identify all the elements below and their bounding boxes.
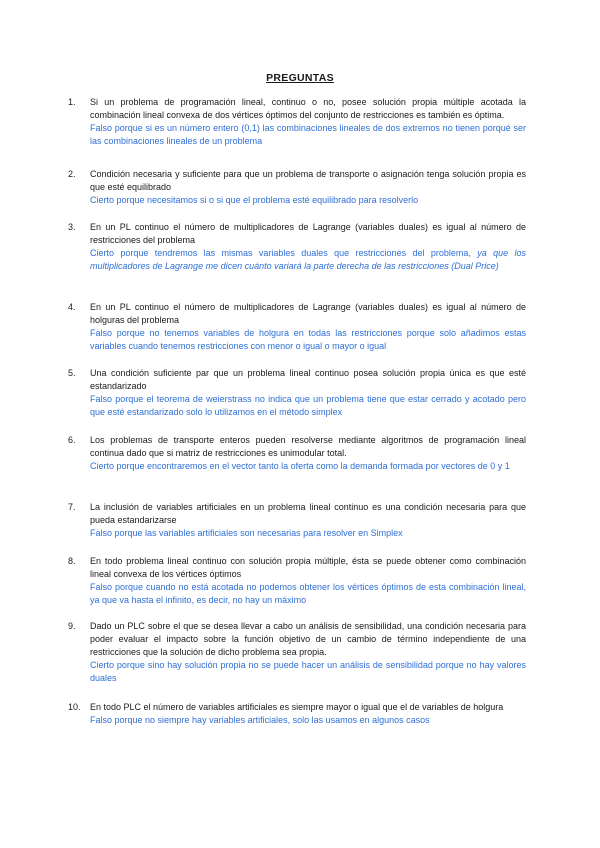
answer-text: Cierto porque encontraremos en el vector tanto la oferta como la demanda formada por vectores de 0 y 1 xyxy=(90,461,510,471)
answer-text: Cierto porque sino hay solución propia no se puede hacer un análisis de sensibilidad porque no hay valores duales xyxy=(90,660,526,683)
answer-text: Falso porque si es un número entero (0,1) las combinaciones lineales de dos extremos no tienen porqué ser las combinaciones lineales de un problema xyxy=(90,123,526,146)
question-number: 1. xyxy=(68,97,76,107)
question-number: 3. xyxy=(68,222,76,232)
question-item xyxy=(68,555,526,607)
question-number: 6. xyxy=(68,435,76,445)
question-text: Condición necesaria y suficiente para que un problema de transporte o asignación tenga solución propia es que esté equilibrado xyxy=(90,169,526,192)
question-number: 2. xyxy=(68,169,76,179)
question-item xyxy=(68,168,526,207)
answer-text-italic: ya que los multiplicadores de Lagrange me dicen cuánto variará la parte derecha de las restricciones (Dual Price) xyxy=(90,248,526,271)
answer-text: Falso porque las variables artificiales son necesarias para resolver en Simplex xyxy=(90,528,403,538)
question-number: 4. xyxy=(68,302,76,312)
question-text: Dado un PLC sobre el que se desea llevar a cabo un análisis de sensibilidad, una condición necesaria para poder evaluar el impacto sobre la función objetivo de un cambio de término independiente de una restricciones que la solución de dicho problema sea propia. xyxy=(90,621,526,657)
question-text: Los problemas de transporte enteros pueden resolverse mediante algoritmos de programación lineal continua dado que si matriz de restricciones es unimodular total. xyxy=(90,435,526,458)
question-item xyxy=(68,301,526,353)
answer-text-plain: Cierto porque tendremos las mismas variables duales que restricciones del problema, xyxy=(90,248,471,258)
answer-text xyxy=(90,247,526,273)
question-item xyxy=(68,96,526,148)
question-text: En un PL continuo el número de multiplicadores de Lagrange (variables duales) es igual al número de restricciones del problema xyxy=(90,222,526,245)
question-item xyxy=(68,367,526,419)
question-item xyxy=(68,434,526,473)
answer-text: Falso porque el teorema de weierstrass no indica que un problema tiene que estar cerrado y acotado pero que esté estandarizado solo lo utilizamos en el método simplex xyxy=(90,394,526,417)
question-number: 5. xyxy=(68,368,76,378)
question-text: La inclusión de variables artificiales en un problema lineal continuo es una condición necesaria para que pueda estandarizarse xyxy=(90,502,526,525)
question-text: En un PL continuo el número de multiplicadores de Lagrange (variables duales) es igual al número de holguras del problema xyxy=(90,302,526,325)
question-text: En todo PLC el número de variables artificiales es siempre mayor o igual que el de variables de holgura xyxy=(90,702,504,712)
question-text: Si un problema de programación lineal, continuo o no, posee solución propia múltiple acotada la combinación lineal convexa de dos vértices óptimos del conjunto de restricciones es también es óptima. xyxy=(90,97,526,120)
question-number: 7. xyxy=(68,502,76,512)
question-number: 8. xyxy=(68,556,76,566)
question-text: Una condición suficiente par que un problema lineal continuo posea solución propia única es que esté estandarizado xyxy=(90,368,526,391)
question-item xyxy=(68,221,526,273)
question-text: En todo problema lineal continuo con solución propia múltiple, ésta se puede obtener como combinación lineal convexa de los vértices óptimos xyxy=(90,556,526,579)
answer-text: Falso porque cuando no está acotada no podemos obtener los vértices óptimos de esta combinación lineal, ya que va hasta el infinito, es decir, no hay un máximo xyxy=(90,582,526,605)
question-item xyxy=(68,501,526,540)
question-number: 9. xyxy=(68,621,76,631)
page-title: PREGUNTAS xyxy=(266,72,334,84)
question-item xyxy=(68,620,526,685)
answer-text: Falso porque no siempre hay variables artificiales, solo las usamos en algunos casos xyxy=(90,715,430,725)
answer-text: Falso porque no tenemos variables de holgura en todas las restricciones porque solo añadimos estas variables cuando tenemos restricciones con menor o igual o mayor o igual xyxy=(90,328,526,351)
question-item xyxy=(68,701,526,727)
question-number: 10. xyxy=(68,702,81,712)
answer-text: Cierto porque necesitamos si o si que el problema esté equilibrado para resolverlo xyxy=(90,195,419,205)
